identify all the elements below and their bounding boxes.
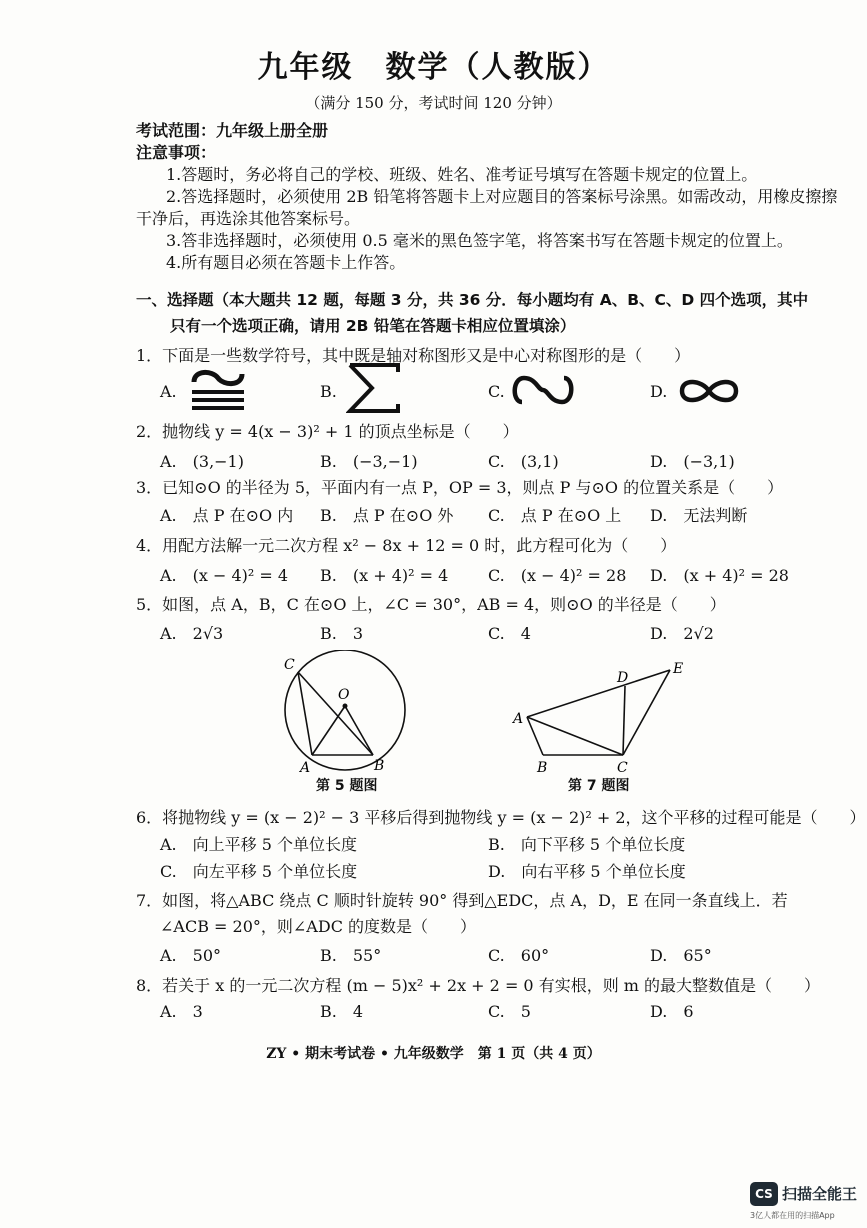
exam-scope: 考试范围：九年级上册全册 xyxy=(136,121,329,140)
q2-option-b: B. (−3,−1) xyxy=(320,452,418,471)
q1-option-d-label: D. xyxy=(650,382,668,401)
section-heading-cont: 只有一个选项正确，请用 2B 铅笔在答题卡相应位置填涂） xyxy=(170,317,576,335)
q8-option-d: D. 6 xyxy=(650,1002,694,1021)
q5-option-d: D. 2√2 xyxy=(650,624,714,643)
question-5-stem: 5．如图，点 A，B，C 在⊙O 上，∠C = 30°，AB = 4，则⊙O 的半径是（ ） xyxy=(136,595,726,614)
scanner-app-name: 扫描全能王 xyxy=(782,1185,858,1203)
figure-7-triangle-diagram xyxy=(505,655,705,775)
notice-item: 3.答非选择题时，必须使用 0.5 毫米的黑色签字笔，将答案书写在答题卡规定的位置上。 xyxy=(166,231,793,250)
q3-option-a: A. 点 P 在⊙O 内 xyxy=(160,506,294,525)
notice-item: 4.所有题目必须在答题卡上作答。 xyxy=(166,253,406,272)
q7-option-a: A. 50° xyxy=(160,946,222,965)
question-3-stem: 3．已知⊙O 的半径为 5，平面内有一点 P，OP = 3，则点 P 与⊙O 的位置关系是（ ） xyxy=(136,478,784,497)
page-footer: ZY • 期末考试卷 • 九年级数学 第 1 页（共 4 页） xyxy=(266,1046,601,1062)
q5-option-c: C. 4 xyxy=(488,624,531,643)
notice-item: 2.答选择题时，必须使用 2B 铅笔将答题卡上对应题目的答案标号涂黑。如需改动，用橡皮擦擦 xyxy=(166,187,838,206)
q3-option-b: B. 点 P 在⊙O 外 xyxy=(320,506,454,525)
page-title: 九年级 数学（人教版） xyxy=(257,50,610,85)
question-2-stem: 2．抛物线 y = 4(x − 3)² + 1 的顶点坐标是（ ） xyxy=(136,422,519,441)
q2-option-d: D. (−3,1) xyxy=(650,452,735,471)
q7-option-c: C. 60° xyxy=(488,946,550,965)
exam-subtitle: （满分 150 分，考试时间 120 分钟） xyxy=(305,94,562,112)
q6-option-c: C. 向左平移 5 个单位长度 xyxy=(160,862,358,881)
q2-option-a: A. (3,−1) xyxy=(160,452,244,471)
scanner-watermark xyxy=(750,1180,860,1222)
question-4-stem: 4．用配方法解一元二次方程 x² − 8x + 12 = 0 时，此方程可化为（ ） xyxy=(136,536,677,555)
question-1-stem: 1．下面是一些数学符号，其中既是轴对称图形又是中心对称图形的是（ ） xyxy=(136,346,691,365)
q8-option-b: B. 4 xyxy=(320,1002,364,1021)
infinity-icon xyxy=(676,374,742,408)
q4-option-b: B. (x + 4)² = 4 xyxy=(320,566,449,585)
summation-icon xyxy=(346,362,402,414)
q7-option-b: B. 55° xyxy=(320,946,382,965)
q5-option-a: A. 2√3 xyxy=(160,624,224,643)
fig7-label-c: C xyxy=(617,760,628,775)
fig5-label-o: O xyxy=(338,687,350,703)
notice-item: 干净后，再选涂其他答案标号。 xyxy=(136,209,361,228)
fig5-label-c: C xyxy=(284,657,295,673)
q4-option-a: A. (x − 4)² = 4 xyxy=(160,566,289,585)
question-6-stem: 6．将抛物线 y = (x − 2)² − 3 平移后得到抛物线 y = (x − 2)² + 2，这个平移的过程可能是（ ） xyxy=(136,808,866,827)
q4-option-d: D. (x + 4)² = 28 xyxy=(650,566,789,585)
q1-option-a-label: A. xyxy=(160,382,177,401)
figure-7-caption: 第 7 题图 xyxy=(568,778,630,794)
section-heading: 一、选择题（本大题共 12 题，每题 3 分，共 36 分．每小题均有 A、B、C、D 四个选项，其中 xyxy=(136,291,809,309)
q6-option-b: B. 向下平移 5 个单位长度 xyxy=(488,835,686,854)
fig7-label-e: E xyxy=(673,661,684,677)
q3-option-c: C. 点 P 在⊙O 上 xyxy=(488,506,622,525)
tilde-triple-bar-icon xyxy=(188,366,248,412)
q3-option-d: D. 无法判断 xyxy=(650,506,748,525)
figure-5-caption: 第 5 题图 xyxy=(316,778,378,794)
fig7-label-b: B xyxy=(537,760,548,775)
scanner-tagline: 3亿人都在用的扫描App xyxy=(750,1211,835,1220)
question-7-stem: 7．如图，将△ABC 绕点 C 顺时针旋转 90° 得到△EDC，点 A，D，E 在同一条直线上．若 xyxy=(136,891,788,910)
q6-option-a: A. 向上平移 5 个单位长度 xyxy=(160,835,357,854)
camscanner-logo-icon: CS xyxy=(750,1182,778,1206)
q5-option-b: B. 3 xyxy=(320,624,364,643)
q4-option-c: C. (x − 4)² = 28 xyxy=(488,566,627,585)
s-curve-icon xyxy=(512,372,574,408)
fig7-label-d: D xyxy=(617,670,629,686)
q7-option-d: D. 65° xyxy=(650,946,712,965)
question-7-stem-cont: ∠ACB = 20°，则∠ADC 的度数是（ ） xyxy=(160,917,477,936)
fig5-label-b: B xyxy=(374,758,385,774)
q2-option-c: C. (3,1) xyxy=(488,452,559,471)
notice-item: 1.答题时，务必将自己的学校、班级、姓名、准考证号填写在答题卡规定的位置上。 xyxy=(166,165,758,184)
notice-heading: 注意事项： xyxy=(136,143,217,162)
q8-option-c: C. 5 xyxy=(488,1002,531,1021)
q6-option-d: D. 向右平移 5 个单位长度 xyxy=(488,862,686,881)
q8-option-a: A. 3 xyxy=(160,1002,203,1021)
fig5-label-a: A xyxy=(300,760,311,776)
q1-option-c-label: C. xyxy=(488,382,505,401)
fig7-label-a: A xyxy=(513,711,524,727)
q1-option-b-label: B. xyxy=(320,382,337,401)
question-8-stem: 8．若关于 x 的一元二次方程 (m − 5)x² + 2x + 2 = 0 有实根，则 m 的最大整数值是（ ） xyxy=(136,976,821,995)
